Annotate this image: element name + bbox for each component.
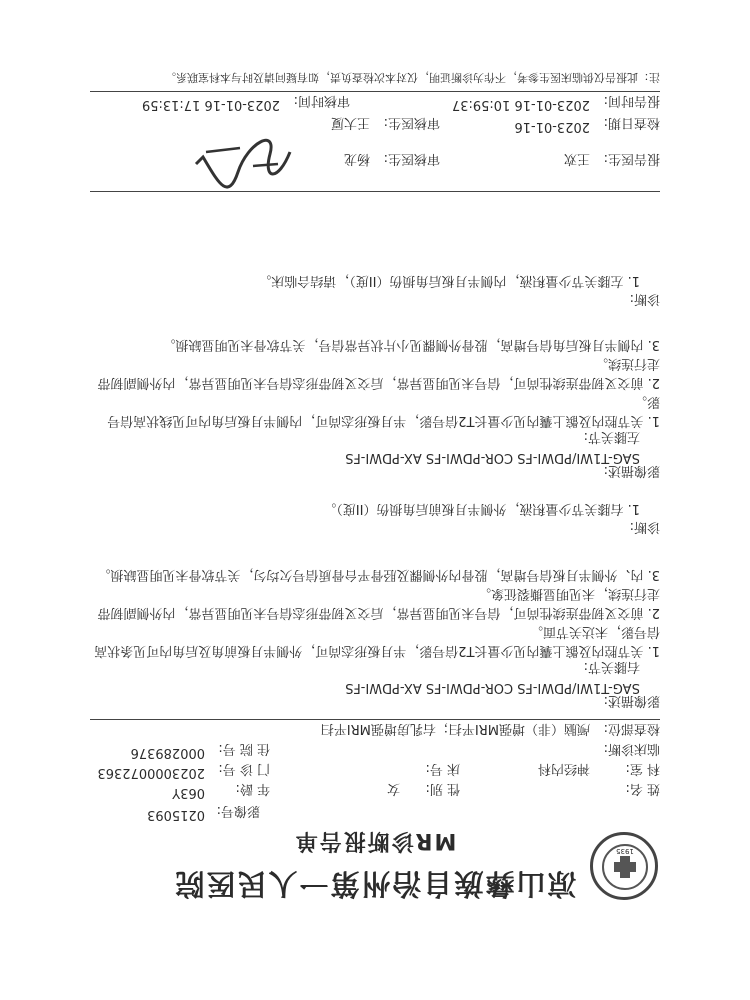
report-time: 2023-01-16 10:59:37 — [451, 97, 590, 112]
exam-date: 2023-01-16 — [514, 119, 590, 134]
findings-item-2: 2. 前交叉韧带连续性尚可，信号未见明显异常，后交叉韧带形态信号未见明显异常，内外侧副韧带走行连续，未见明显撕裂征象。 — [97, 586, 660, 620]
outpatient-label: 门 诊 号: — [218, 761, 270, 776]
report-title: MR诊断报告单 — [293, 828, 457, 853]
divider-bottom — [90, 91, 660, 92]
outpatient-value: 2023000072363 — [97, 765, 205, 780]
report-time-label: 报告时间: — [603, 93, 660, 108]
findings2-label: 影像描述: — [603, 463, 660, 478]
signature-image — [188, 132, 298, 192]
review-label: 审核医生: — [383, 115, 440, 130]
exam-item-value: 颅脑（非）增强MRI平扫；右乳房增强MRI平扫 — [320, 721, 590, 736]
name-label: 姓 名: — [625, 781, 660, 796]
impression2-label: 诊断: — [629, 291, 660, 306]
divider-top — [90, 719, 660, 720]
clinical-dx-label: 临床诊断: — [603, 741, 660, 756]
image-no-label: 影像号: — [216, 803, 260, 818]
dept-label: 科 室: — [625, 761, 660, 776]
findings2-item-2: 2. 前交叉韧带连续性尚可，信号未见明显异常，后交叉韧带形态信号未见明显异常，内外侧副韧带走行连续。 — [97, 356, 660, 390]
sex-value: 女 — [386, 781, 400, 796]
findings-sequence: SAG-T1WI/PDWI-FS COR-PDWI-FS AX-PDWI-FS — [345, 680, 640, 695]
disclaimer-note: 注：此报告仅供临床医生参考，不作为诊断证明，仅对本次检查负责，如有疑问请及时与本科室联系。 — [165, 71, 660, 84]
impression2-item-1: 1. 左膝关节少量积液，内侧半月板后角损伤（II度），请结合临床。 — [258, 273, 640, 288]
bed-label: 床 号: — [425, 761, 460, 776]
findings-item-3: 3. 内、外侧半月板信号增高，股骨内外侧髁及胫骨平台骨质信号欠均匀，关节软骨未见明显缺损。 — [97, 567, 660, 582]
age-label: 年 龄: — [235, 781, 270, 796]
inpatient-label: 住 院 号: — [218, 741, 270, 756]
image-no: 0215093 — [147, 807, 205, 822]
impression-label: 诊断: — [629, 519, 660, 534]
age-value: 063Y — [172, 785, 205, 800]
report-doctor-label: 报告医生: — [603, 151, 660, 166]
inpatient-value: 000289376 — [130, 745, 205, 760]
sex-label: 性 别: — [425, 781, 460, 796]
report-doctor: 王欢 — [563, 151, 590, 166]
findings2-intro: 左膝关节: — [583, 429, 640, 444]
exam-date-label: 检查日期: — [603, 115, 660, 130]
dept-value: 神经内科 — [537, 761, 590, 776]
review-doctor-label: 审核医生: — [383, 151, 440, 166]
findings-intro: 右膝关节: — [583, 659, 640, 674]
review-doctor: 杨龙 — [343, 151, 370, 166]
findings-item-1: 1. 关节腔内及髌上囊内见少量长T2信号影，半月板形态尚可，外侧半月板前角及后角内可见条状高信号影，未达关节面。 — [94, 624, 660, 658]
logo-year: 1935 — [616, 847, 634, 855]
impression-item-1: 1. 右膝关节少量积液，外侧半月板前后角损伤（II度）。 — [323, 501, 640, 516]
findings-label: 影像描述: — [603, 693, 660, 708]
divider-footer — [90, 191, 660, 192]
audit-time: 2023-01-16 17:13:59 — [141, 97, 280, 112]
review-name: 王大厦 — [330, 115, 370, 130]
findings2-item-1: 1. 关节腔内及髌上囊内见少量长T2信号影，半月板形态尚可，内侧半月板后角内可见线状高信号影。 — [107, 394, 660, 428]
findings2-item-3: 3. 内侧半月板后角信号增高，股骨外侧髁见小片状异常信号，关节软骨未见明显缺损。 — [162, 337, 660, 352]
findings2-sequence: SAG-T1WI/PDWI-FS COR-PDWI-FS AX-PDWI-FS — [345, 450, 640, 465]
exam-item-label: 检查部位: — [603, 721, 660, 736]
hospital-name: 凉山彝族自治州第一人民医院 — [173, 867, 577, 901]
audit-time-label: 审核时间: — [293, 93, 350, 108]
